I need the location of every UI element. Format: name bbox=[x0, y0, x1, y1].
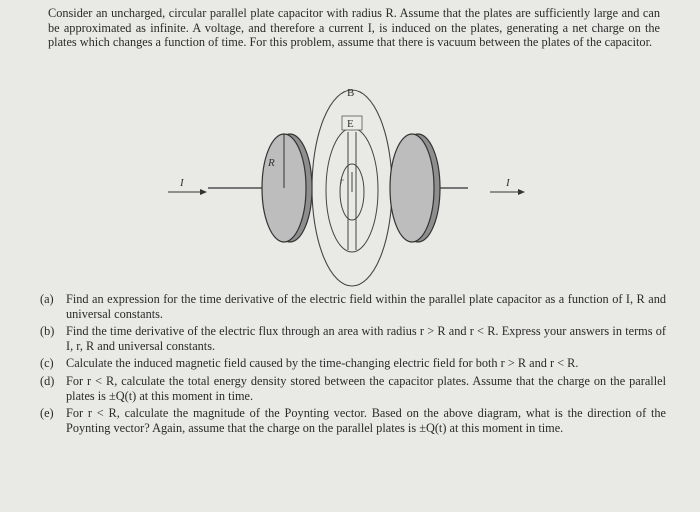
part-label: (e) bbox=[40, 406, 54, 421]
question-part-c bbox=[40, 356, 666, 371]
part-label: (d) bbox=[40, 373, 55, 388]
part-label: (b) bbox=[40, 324, 55, 339]
part-text: For r < R, calculate the total energy density stored between the capacitor plates. Assume that the charge on the parallel plates is ±Q(t) at this moment in time. bbox=[66, 373, 666, 403]
e-field-label: E bbox=[347, 118, 354, 130]
right-current-label: I bbox=[506, 177, 510, 189]
question-part-a bbox=[40, 292, 666, 321]
b-field-label: B bbox=[347, 87, 355, 99]
part-label: (a) bbox=[40, 292, 54, 306]
radius-R-label: R bbox=[268, 157, 275, 169]
part-text: Find the time derivative of the electric flux through an area with radius r > R and r < R. Express your answers in terms of I, r, R and universal constants. bbox=[66, 324, 666, 353]
question-part-b bbox=[40, 324, 666, 353]
right-current-arrow bbox=[490, 189, 525, 195]
left-plate bbox=[262, 134, 312, 242]
capacitor-diagram bbox=[150, 78, 540, 290]
part-text: Calculate the induced magnetic field caused by the time-changing electric field for both r > R and r < R. bbox=[66, 356, 579, 371]
left-current-arrow bbox=[168, 189, 207, 195]
radius-r-label: r bbox=[340, 176, 344, 186]
part-label: (c) bbox=[40, 356, 54, 371]
left-current-label: I bbox=[180, 177, 184, 189]
part-text: For r < R, calculate the magnitude of the Poynting vector. Based on the above diagram, what is the direction of the Poynting vector? Again, assume that the charge on the parallel plates is ±Q(t) at this moment in time. bbox=[66, 406, 666, 435]
problem-statement: Consider an uncharged, circular parallel plate capacitor with radius R. Assume that the plates are sufficiently large and can be approximated as infinite. A voltage, and therefore a current I, is induced on the plates, generating a net charge on the plates which changes a function of time. For this problem, assume that there is vacuum between the plates of the capacitor. bbox=[48, 6, 660, 50]
question-part-e bbox=[40, 406, 666, 435]
right-plate bbox=[390, 134, 440, 242]
question-part-d bbox=[40, 374, 666, 403]
part-text: Find an expression for the time derivative of the electric field within the parallel plate capacitor as a function of I, R and universal constants. bbox=[66, 292, 666, 321]
question-parts bbox=[40, 292, 666, 438]
